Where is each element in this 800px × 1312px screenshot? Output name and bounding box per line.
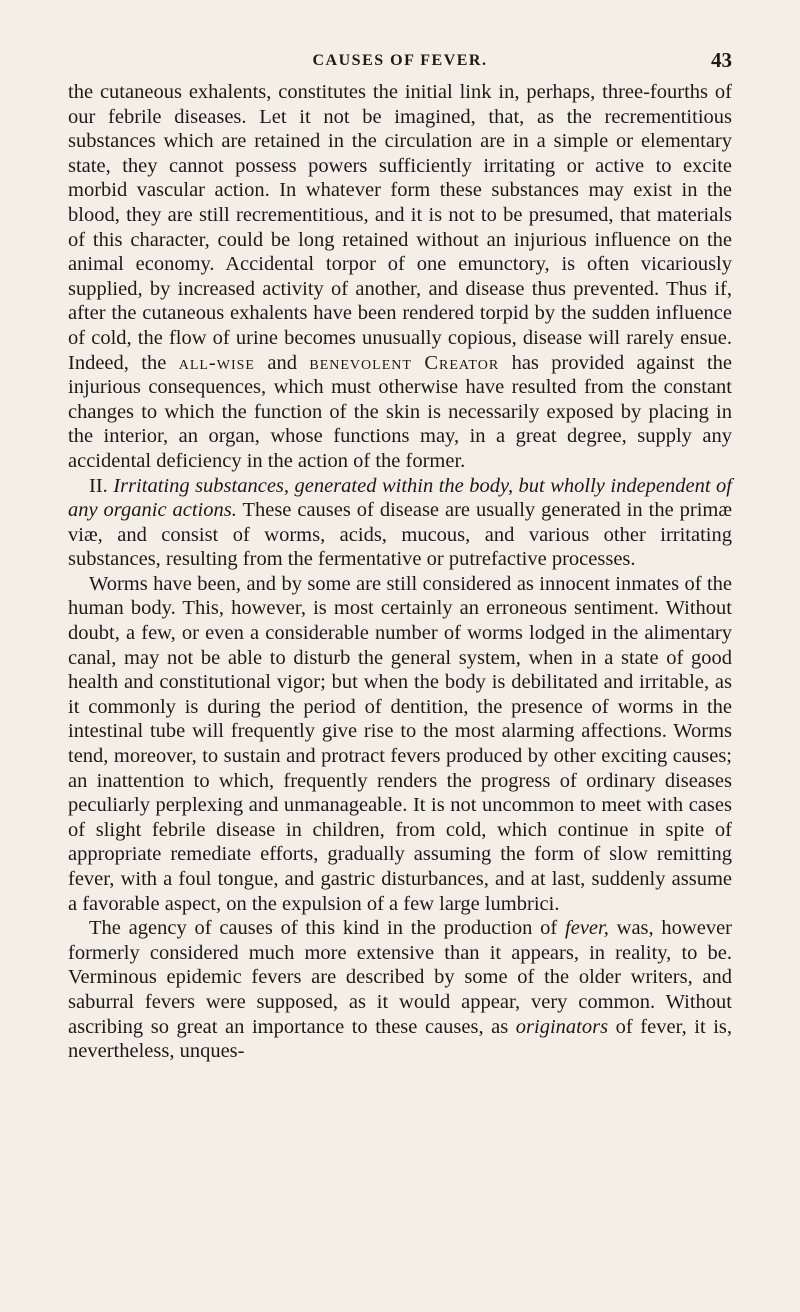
small-caps-creator: Creator	[424, 351, 500, 374]
paragraph-cutaneous-exhalents	[68, 80, 732, 474]
running-title: CAUSES OF FEVER.	[312, 52, 488, 69]
paragraph-text: was, however formerly considered much more extensive than it appears, in reality, to be. Verminous epidemic fevers are described by some of the older writers, and saburral fevers were supposed, as it would appear, very common. Without ascribing so great an importance to these causes, as	[68, 917, 732, 1038]
paragraph-text: Worms have been, and by some are still considered as innocent inmates of the human body. This, however, is most certainly an erroneous sentiment. Without doubt, a few, or even a considerable number of worms lodged in the alimentary canal, may not be able to disturb the general system, when in a state of good health and constitutional vigor; but when the body is debilitated and irritable, as it commonly is during the period of dentition, the presence of worms in the intestinal tube will frequently give rise to the most alarming affections. Worms tend, moreover, to sustain and protract fevers produced by other exciting causes; an inattention to which, frequently renders the progress of ordinary diseases peculiarly perplexing and unmanageable. It is not uncommon to meet with cases of slight febrile disease in children, from cold, which continue in spite of appropriate remediate efforts, gradually assuming the form of slow remitting fever, with a foul tongue, and gastric disturbances, and at last, suddenly assume a favorable aspect, on the expulsion of a few large lumbrici.	[68, 572, 732, 915]
paragraph-text: of fever, it is, nevertheless, unques-	[68, 1015, 733, 1063]
paragraph-worms	[68, 572, 732, 916]
section-numeral: II.	[89, 474, 108, 497]
section-ii-paragraph	[68, 474, 732, 572]
italic-originators: originators	[515, 1015, 609, 1038]
paragraph-agency-of-causes	[68, 916, 732, 1064]
italic-fever: fever,	[565, 917, 609, 940]
paragraph-text: The agency of causes of this kind in the production of	[89, 917, 558, 940]
section-heading: Irritating substances, generated within the body, but wholly independent of any organic actions.	[68, 474, 732, 522]
paragraph-text: These causes of disease are usually generated in the primæ viæ, and consist of worms, acids, mucous, and various other irritating substances, resulting from the fermentative or putrefactive processes.	[68, 499, 733, 571]
paragraph-text: the cutaneous exhalents, constitutes the initial link in, perhaps, three-fourths of our febrile diseases. Let it not be imagined, that, as the recrementitious substances which are retained in the circulation are in a simple or elementary state, they cannot possess powers sufficiently irritating or active to excite morbid vascular action. In whatever form these substances may exist in the blood, they are still recrementitious, and it is not to be presumed, that materials of this character, could be long retained without an injurious influence on the animal economy. Accidental torpor of one emunctory, is often vicariously supplied, by increased activity of another, and disease thus prevented. Thus if, after the cutaneous exhalents have been rendered torpid by the sudden influence of cold, the flow of urine becomes unusually copious, disease will rarely ensue. Indeed, the	[68, 81, 732, 374]
page-number: 43	[711, 48, 732, 72]
body-text	[68, 80, 732, 1064]
small-caps-all-wise: all-wise	[178, 351, 255, 374]
paragraph-text: and	[267, 351, 297, 374]
running-head	[0, 32, 800, 72]
paragraph-text: has provided against the injurious consequences, which must otherwise have resulted from the constant changes to which the function of the skin is necessarily exposed by placing in the interior, an organ, whose functions may, in a great degree, supply any accidental deficiency in the action of the former.	[68, 351, 733, 472]
small-caps-benevolent: benevolent	[309, 351, 412, 374]
